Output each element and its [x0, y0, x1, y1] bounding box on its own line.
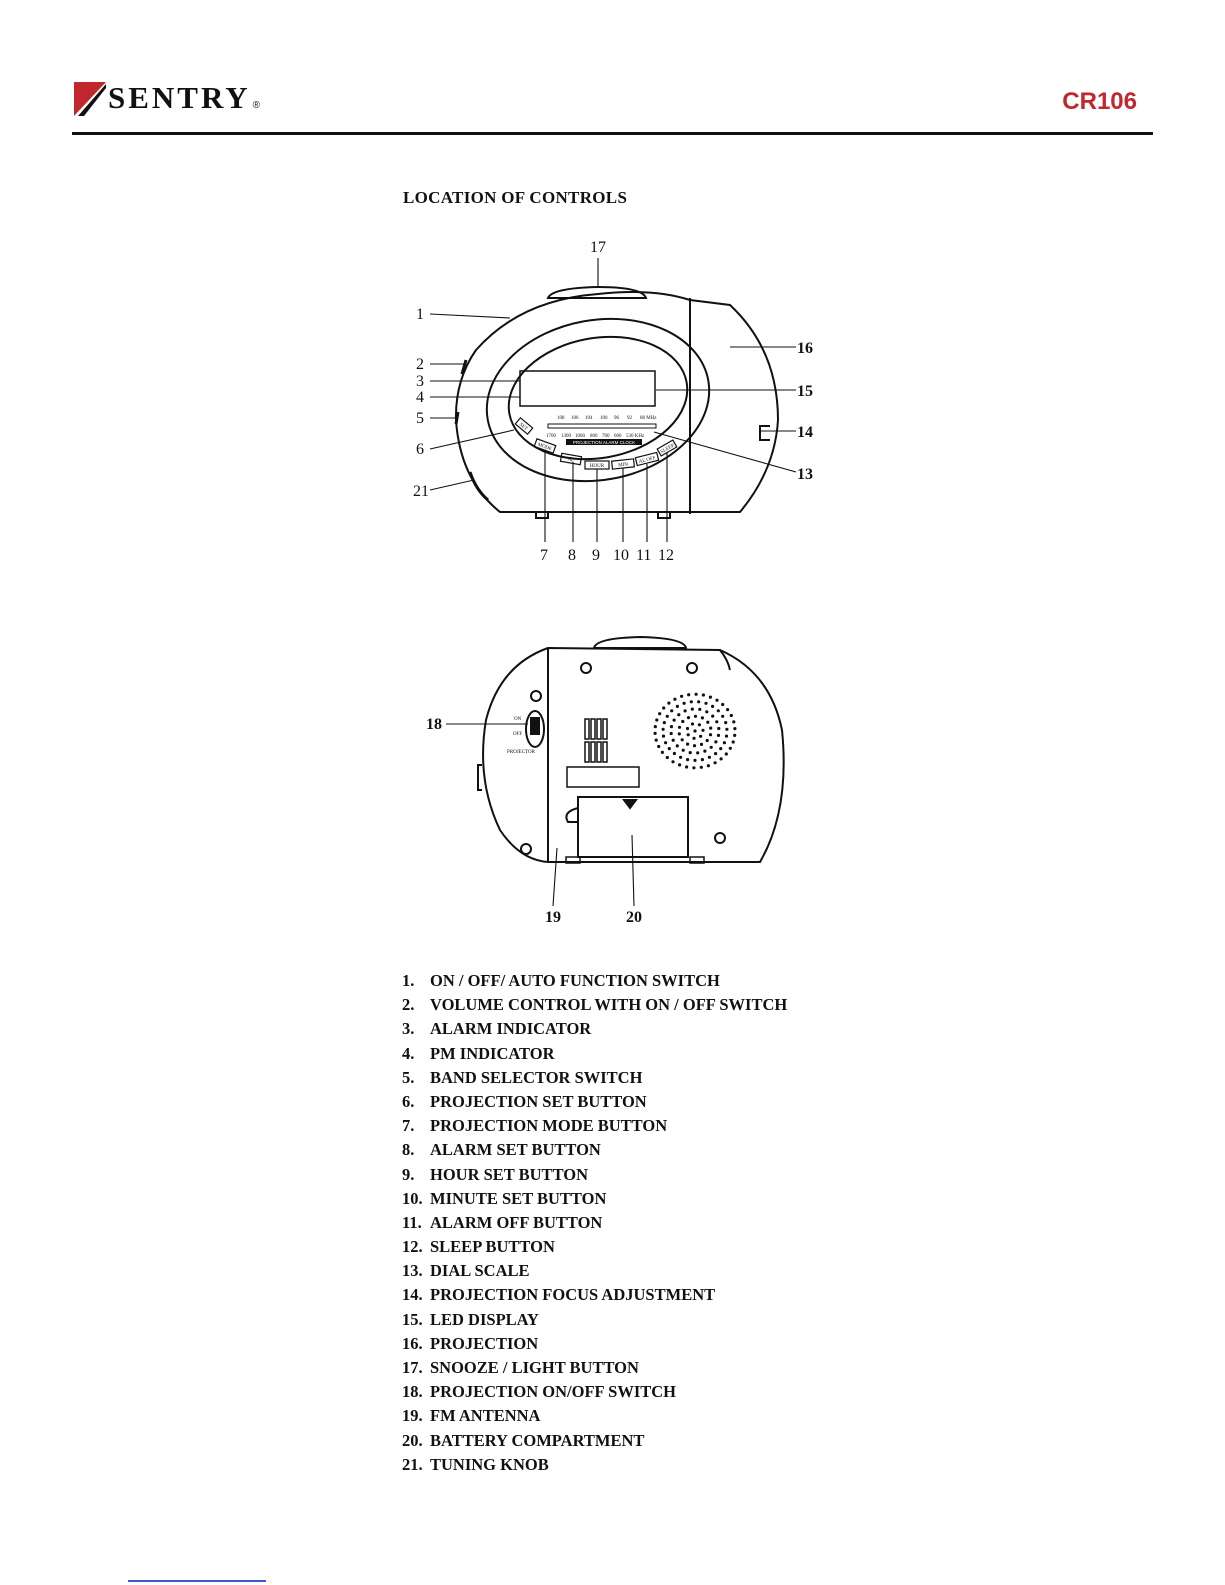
grille-hole [725, 728, 728, 731]
legend-item-label: LED DISPLAY [430, 1309, 539, 1329]
am-scale-1: 1700 [546, 434, 556, 439]
grille-hole [705, 710, 708, 713]
grille-hole [685, 765, 688, 768]
legend-item [402, 1187, 787, 1211]
grille-hole [711, 705, 714, 708]
legend-item-label: PROJECTION FOCUS ADJUSTMENT [430, 1285, 716, 1305]
sentry-logo-mark-icon [72, 78, 108, 118]
rear-top-bar [594, 637, 686, 648]
callout-9: 9 [592, 547, 600, 564]
grille-hole [661, 751, 664, 754]
grille-hole [662, 706, 665, 709]
grille-hole [662, 728, 665, 731]
legend-item-number: 20. [402, 1430, 423, 1450]
callout-7: 7 [540, 547, 548, 564]
legend-item-number: 18. [402, 1382, 423, 1402]
button-set-label: SET [518, 422, 529, 432]
callout-6: 6 [416, 441, 424, 458]
grille-hole [726, 708, 729, 711]
grille-hole [686, 727, 689, 730]
fm-scale-5: 96 [614, 416, 619, 421]
grille-hole [695, 693, 698, 696]
rear-view-diagram [420, 630, 800, 930]
callout-5: 5 [416, 410, 424, 427]
dial-window [548, 424, 656, 428]
grille-hole [714, 761, 717, 764]
legend-item-label: FM ANTENNA [430, 1406, 541, 1426]
am-scale-6: 600 [614, 434, 622, 439]
battery-grip [624, 800, 636, 808]
grille-hole [693, 729, 696, 732]
grille-hole [670, 709, 673, 712]
legend-item [402, 1380, 787, 1404]
grille-hole [701, 758, 704, 761]
legend-item-number: 5. [402, 1067, 415, 1087]
rear-left-tab [478, 765, 482, 790]
grille-hole [724, 721, 727, 724]
legend-item [402, 1235, 787, 1259]
grille-hole [664, 741, 667, 744]
grille-hole [721, 703, 724, 706]
callout-4: 4 [416, 389, 424, 406]
tuning-knob [470, 472, 488, 500]
legend-item-number: 1. [402, 971, 415, 990]
legend-item-label: SLEEP BUTTON [430, 1237, 555, 1257]
legend-item-number: 16. [402, 1333, 423, 1353]
legend-item-number: 10. [402, 1188, 423, 1208]
grille-hole [710, 746, 713, 749]
legend-item-number: 13. [402, 1261, 423, 1281]
legend-item [402, 1404, 787, 1428]
grille-hole [706, 739, 709, 742]
grille-hole [673, 698, 676, 701]
fm-scale-1: 108 [557, 416, 565, 421]
legend-item-number: 6. [402, 1091, 415, 1111]
grille-hole [686, 743, 689, 746]
callout-13: 13 [797, 466, 813, 483]
grille-hole [682, 749, 685, 752]
legend-item-label: ALARM SET BUTTON [430, 1140, 601, 1160]
grille-hole [672, 739, 675, 742]
legend-item-number: 8. [402, 1140, 415, 1160]
grille-hole [700, 766, 703, 769]
grille-hole [684, 709, 687, 712]
grille-hole [715, 720, 718, 723]
grille-hole [678, 726, 681, 729]
legend-item [402, 1259, 787, 1283]
vent-slots [585, 719, 607, 762]
callout-8: 8 [568, 547, 576, 564]
grille-hole [733, 734, 736, 737]
grille-hole [654, 732, 657, 735]
callout-12: 12 [658, 547, 674, 564]
legend-item-number: 9. [402, 1164, 415, 1184]
grille-hole [678, 763, 681, 766]
grille-hole [670, 725, 673, 728]
legend-item-label: PROJECTION [430, 1333, 539, 1353]
grille-hole [689, 751, 692, 754]
legend-item-label: BATTERY COMPARTMENT [430, 1430, 645, 1450]
grille-hole [662, 735, 665, 738]
callout-11: 11 [636, 547, 652, 564]
model-number: CR106 [1062, 88, 1137, 115]
grille-hole [673, 752, 676, 755]
grille-hole [725, 752, 728, 755]
button-al-label: AL [567, 457, 575, 464]
legend-item-number: 21. [402, 1454, 423, 1474]
brand-name: SENTRY [108, 80, 251, 115]
screw-lower-right [715, 833, 725, 843]
clock-body [456, 292, 778, 512]
grille-hole [686, 758, 689, 761]
grille-hole [732, 740, 735, 743]
grille-hole [703, 750, 706, 753]
grille-hole [720, 757, 723, 760]
legend-item [402, 1283, 787, 1307]
am-scale-3: 1000 [575, 434, 585, 439]
front-view-diagram [400, 230, 840, 570]
band-switch [456, 412, 458, 424]
button-hour-label: HOUR [589, 464, 605, 469]
grille-hole [700, 743, 703, 746]
grille-hole [676, 705, 679, 708]
callout-18: 18 [426, 716, 442, 733]
grille-hole [697, 700, 700, 703]
legend-item-label: PROJECTION SET BUTTON [430, 1091, 647, 1111]
grille-hole [676, 744, 679, 747]
legend-item [402, 1090, 787, 1114]
grille-hole [711, 715, 714, 718]
switch-off-label: OFF [513, 732, 523, 737]
button-aloff-label: AL OFF [638, 455, 657, 465]
am-scale-5: 700 [602, 434, 610, 439]
legend-item-label: ON / OFF/ AUTO FUNCTION SWITCH [430, 971, 720, 990]
grille-hole [709, 733, 712, 736]
legend-item-number: 15. [402, 1309, 423, 1329]
legend-item [402, 1163, 787, 1187]
grille-hole [719, 747, 722, 750]
fm-scale-4: 100 [600, 416, 608, 421]
callout-3: 3 [416, 373, 424, 390]
grille-hole [702, 693, 705, 696]
grille-hole [692, 737, 695, 740]
button-sleep-label: SLEEP [660, 443, 676, 456]
am-scale-7: 530 KHz [626, 434, 645, 439]
callout-2: 2 [416, 356, 424, 373]
grille-hole [733, 727, 736, 730]
grille-hole [696, 751, 699, 754]
grille-hole [714, 740, 717, 743]
projector-switch-slider [531, 718, 539, 734]
left-foot [536, 512, 548, 518]
legend-item-label: MINUTE SET BUTTON [430, 1188, 607, 1208]
am-scale-4: 800 [590, 434, 598, 439]
grille-hole [655, 718, 658, 721]
legend-item-label: DIAL SCALE [430, 1261, 530, 1281]
callout-19: 19 [545, 909, 561, 926]
grille-hole [717, 734, 720, 737]
registered-mark: ® [252, 99, 261, 111]
grille-hole [681, 720, 684, 723]
legend-item-label: SNOOZE / LIGHT BUTTON [430, 1358, 639, 1377]
grille-hole [704, 702, 707, 705]
legend-item [402, 1332, 787, 1356]
grille-hole [709, 727, 712, 730]
grille-hole [693, 759, 696, 762]
grille-hole [690, 700, 693, 703]
fm-scale-7: 88 MHz [640, 416, 657, 421]
grille-hole [681, 738, 684, 741]
switch-caption: PROJECTOR [507, 750, 535, 755]
legend-item [402, 1042, 787, 1066]
grille-hole [666, 756, 669, 759]
grille-hole [692, 766, 695, 769]
grille-hole [670, 732, 673, 735]
grille-hole [680, 695, 683, 698]
grille-hole [691, 708, 694, 711]
legend-item [402, 969, 787, 993]
legend-item-label: PROJECTION ON/OFF SWITCH [430, 1382, 676, 1402]
speaker-grille [654, 693, 737, 770]
legend-item [402, 1429, 787, 1453]
controls-legend [402, 969, 787, 1477]
led-display [520, 371, 655, 406]
grille-hole [723, 741, 726, 744]
am-scale-2: 1300 [561, 434, 571, 439]
grille-hole [729, 747, 732, 750]
legend-item-number: 19. [402, 1406, 423, 1426]
grille-hole [671, 760, 674, 763]
grille-hole [655, 739, 658, 742]
rear-label-plate [567, 767, 639, 787]
grille-hole [667, 702, 670, 705]
grille-hole [730, 714, 733, 717]
screw-top-right [687, 663, 697, 673]
legend-item-label: ALARM OFF BUTTON [430, 1212, 603, 1232]
grille-hole [687, 716, 690, 719]
grille-hole [679, 756, 682, 759]
legend-item-number: 14. [402, 1285, 423, 1305]
grille-hole [694, 715, 697, 718]
grille-hole [725, 735, 728, 738]
grille-hole [677, 713, 680, 716]
screw-lower-left [521, 844, 531, 854]
grille-hole [654, 725, 657, 728]
header-rule [72, 132, 1153, 135]
grille-hole [666, 715, 669, 718]
grille-hole [687, 733, 690, 736]
focus-notch [760, 426, 770, 440]
battery-latch [566, 808, 578, 822]
grille-hole [693, 744, 696, 747]
grille-hole [717, 727, 720, 730]
callout-15: 15 [797, 383, 813, 400]
grille-hole [698, 708, 701, 711]
grille-hole [673, 719, 676, 722]
rear-body [483, 648, 784, 862]
battery-door [578, 797, 688, 857]
legend-item-label: PROJECTION MODE BUTTON [430, 1116, 668, 1136]
grille-hole [707, 764, 710, 767]
legend-item-number: 12. [402, 1237, 423, 1257]
callout-20: 20 [626, 909, 642, 926]
legend-item-label: BAND SELECTOR SWITCH [430, 1067, 643, 1087]
grille-hole [701, 716, 704, 719]
legend-item-label: ALARM INDICATOR [430, 1019, 592, 1039]
callout-1: 1 [416, 306, 424, 323]
legend-item [402, 1211, 787, 1235]
legend-item-number: 7. [402, 1116, 415, 1136]
legend-item-number: 17. [402, 1358, 423, 1377]
button-min-label: MIN [618, 462, 629, 469]
fm-scale-2: 106 [571, 416, 579, 421]
grille-hole [714, 752, 717, 755]
button-mode-label: MODE [536, 442, 553, 453]
footer-link-underline [128, 1580, 266, 1582]
legend-item [402, 1114, 787, 1138]
grille-hole [721, 715, 724, 718]
legend-item-label: TUNING KNOB [430, 1454, 549, 1474]
legend-item-label: VOLUME CONTROL WITH ON / OFF SWITCH [430, 995, 788, 1015]
grille-hole [691, 722, 694, 725]
fm-scale-3: 104 [585, 416, 593, 421]
callout-17: 17 [590, 239, 606, 256]
grille-hole [687, 693, 690, 696]
grille-hole [732, 720, 735, 723]
legend-item-number: 4. [402, 1043, 415, 1063]
legend-item-label: PM INDICATOR [430, 1043, 555, 1063]
section-title: LOCATION OF CONTROLS [403, 188, 628, 207]
legend-item-number: 3. [402, 1019, 415, 1039]
legend-item [402, 1066, 787, 1090]
grille-hole [715, 699, 718, 702]
grille-hole [717, 709, 720, 712]
legend-item-label: HOUR SET BUTTON [430, 1164, 589, 1184]
screw-top-left [581, 663, 591, 673]
callout-10: 10 [613, 547, 629, 564]
legend-item [402, 1453, 787, 1477]
dial-caption: PROJECTION ALARM CLOCK [572, 440, 636, 445]
callout-21: 21 [413, 483, 429, 500]
callout-14: 14 [797, 424, 813, 441]
legend-item [402, 1017, 787, 1041]
grille-hole [663, 721, 666, 724]
grille-hole [701, 729, 704, 732]
grille-hole [657, 745, 660, 748]
right-foot [658, 512, 670, 518]
fm-scale-6: 92 [627, 416, 632, 421]
grille-hole [668, 747, 671, 750]
callout-16: 16 [797, 340, 813, 357]
screw-upper-left [531, 691, 541, 701]
grille-hole [699, 735, 702, 738]
grille-hole [706, 721, 709, 724]
volume-knob [462, 360, 466, 374]
grille-hole [658, 712, 661, 715]
legend-item [402, 993, 787, 1017]
legend-item [402, 1308, 787, 1332]
legend-item [402, 1356, 787, 1380]
switch-on-label: ON [514, 717, 522, 722]
brand-logo [72, 78, 260, 118]
legend-item [402, 1138, 787, 1162]
grille-hole [708, 756, 711, 759]
grille-hole [709, 696, 712, 699]
legend-item-number: 2. [402, 995, 415, 1015]
legend-item-number: 11. [402, 1212, 422, 1232]
grille-hole [698, 723, 701, 726]
grille-hole [683, 702, 686, 705]
grille-hole [678, 732, 681, 735]
